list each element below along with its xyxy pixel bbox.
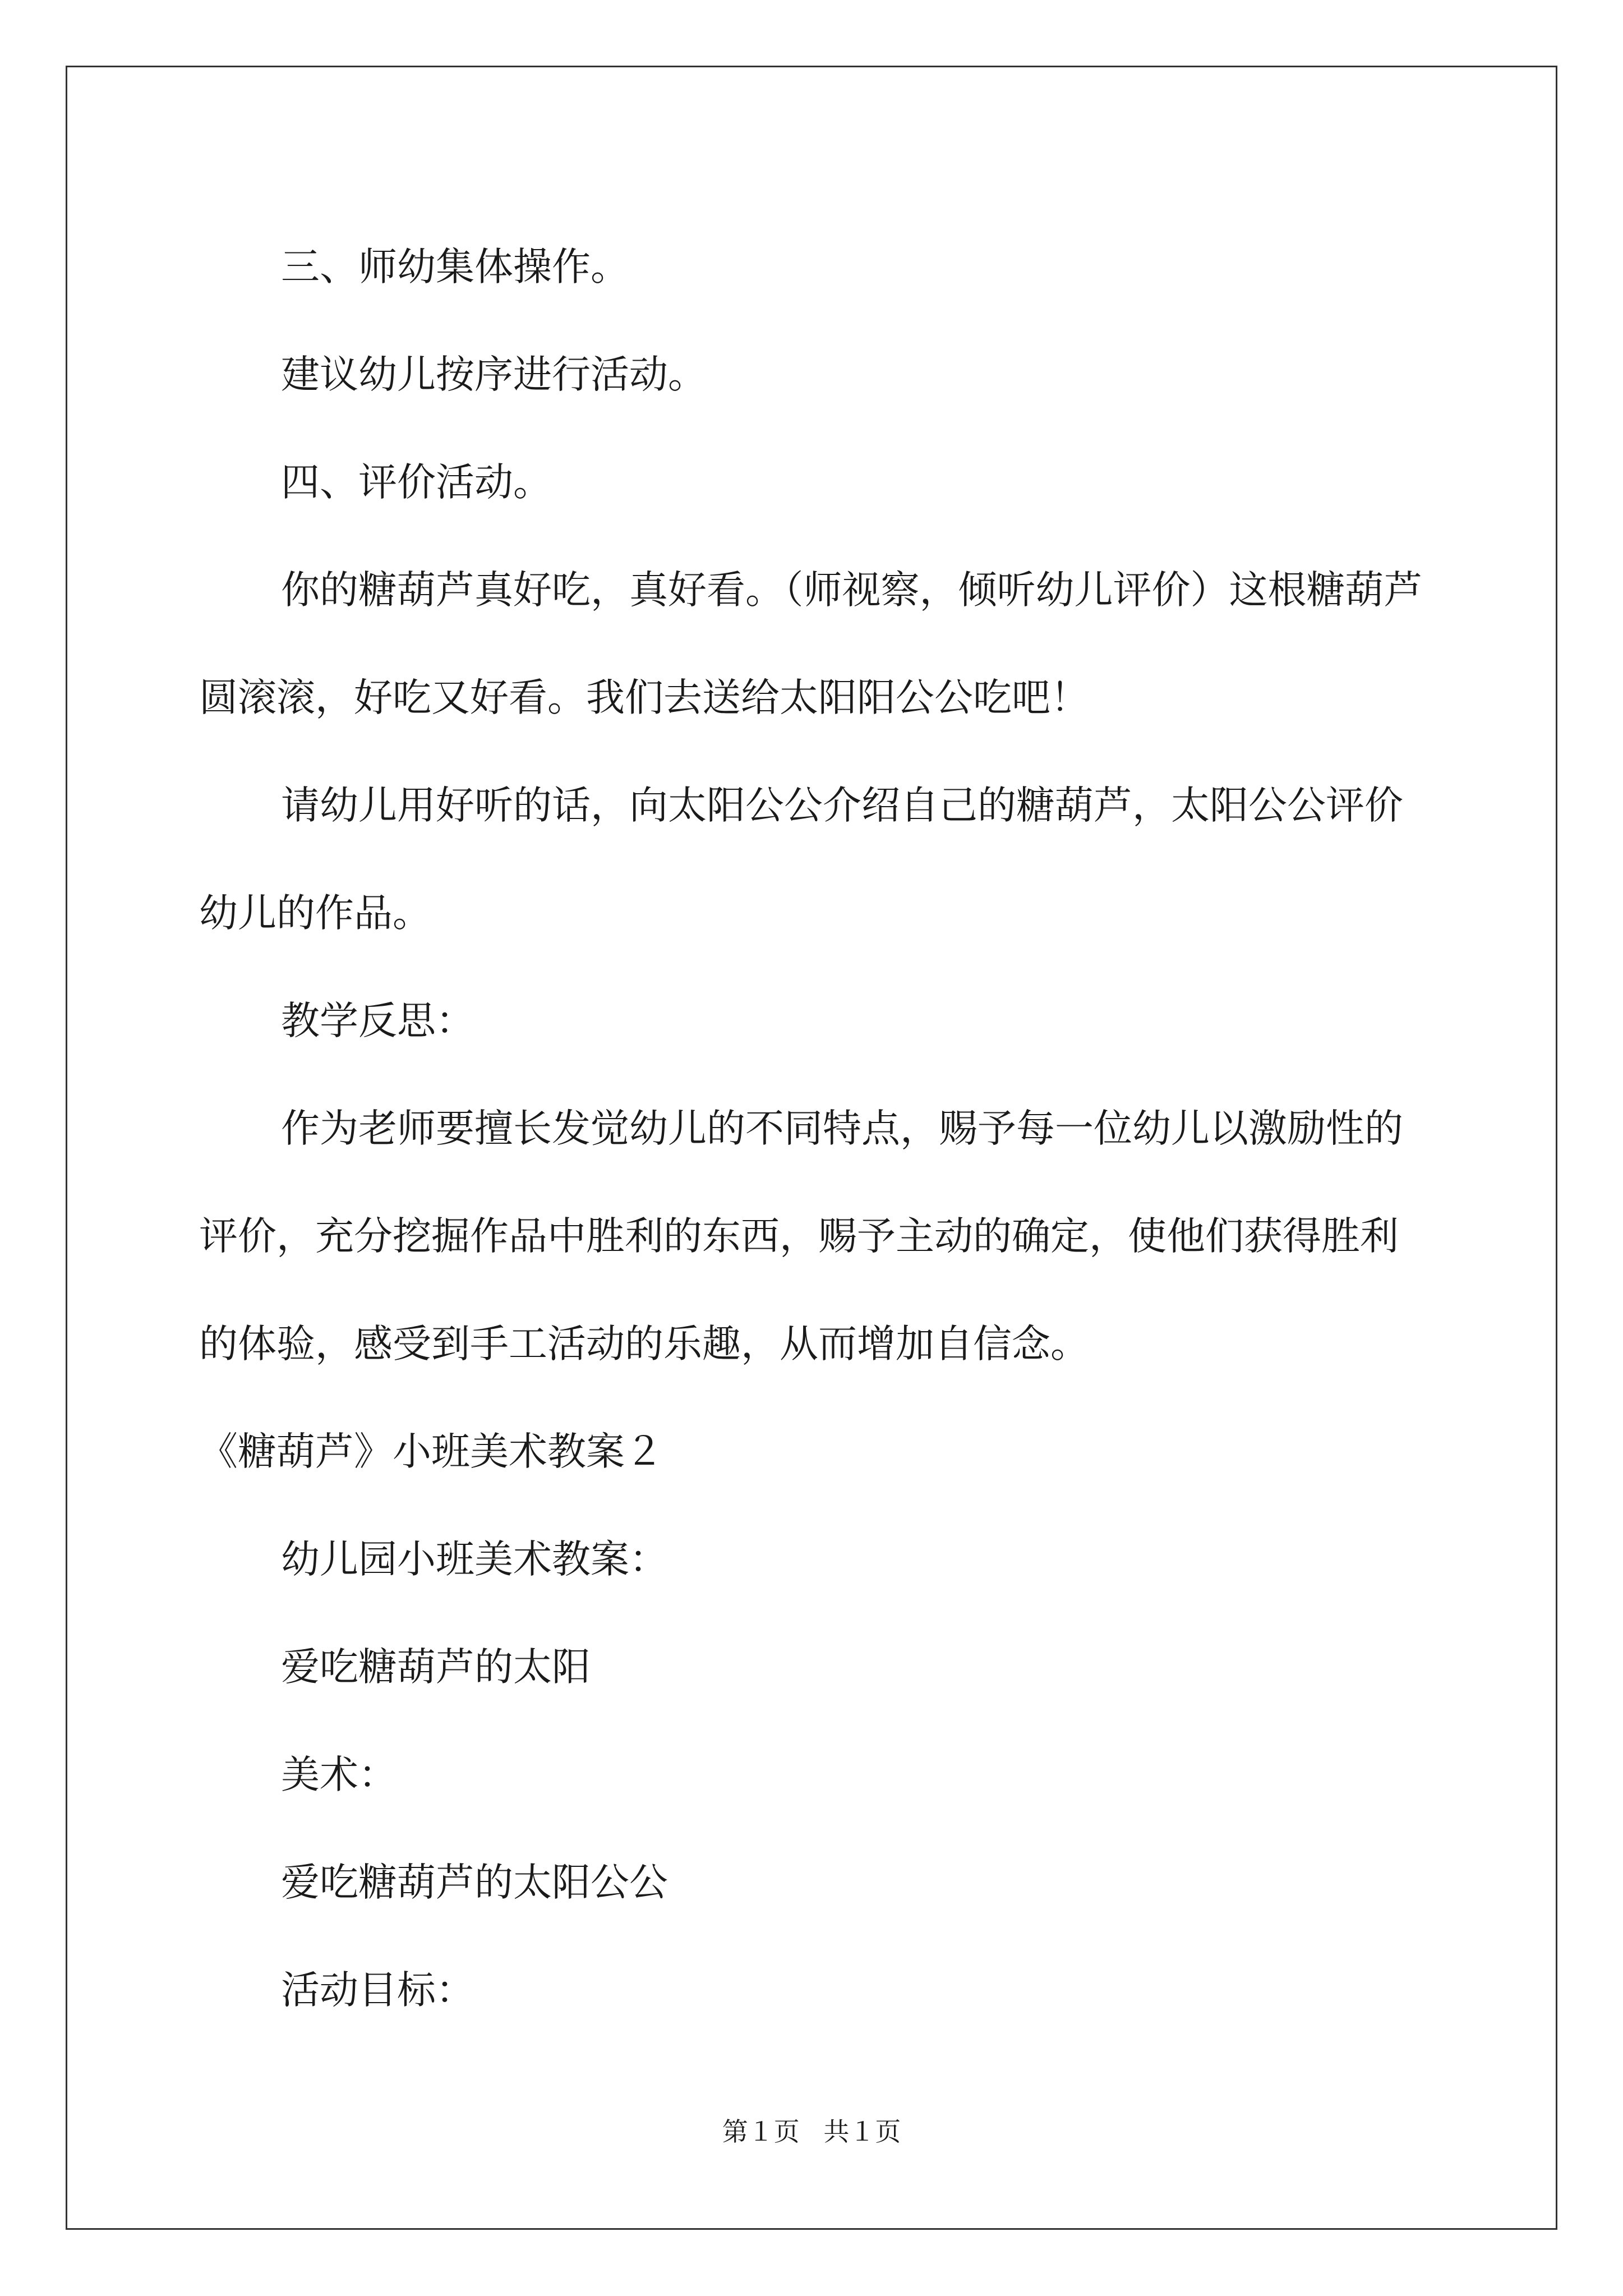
paragraph-plan-title: 幼儿园小班美术教案： (281, 1537, 668, 1582)
document-body (199, 213, 1427, 2044)
paragraph-goals-label: 活动目标： (281, 1968, 474, 2013)
section-heading: 《糖葫芦》小班美术教案２ (199, 1429, 663, 1474)
paragraph-reflection-title: 教学反思： (281, 999, 474, 1043)
paragraph-sun-grandpa: 爱吃糖葫芦的太阳公公 (281, 1860, 668, 1905)
page-number: 第１页 (722, 2116, 800, 2147)
paragraph-step-three: 三、师幼集体操作。 (281, 245, 629, 289)
paragraph-reflection: 作为老师要擅长发觉幼儿的不同特点，赐予每一位幼儿以激励性的评价，充分挖掘作品中胜利的东西，赐予主动的确定，使他们获得胜利的体验，感受到手工活动的乐趣，从而增加自信念。 (199, 1106, 1403, 1366)
paragraph-art-label: 美术： (281, 1752, 397, 1797)
paragraph-suggestion: 建议幼儿按序进行活动。 (281, 352, 707, 397)
page-total: 共１页 (823, 2116, 901, 2147)
paragraph-evaluation: 你的糖葫芦真好吃，真好看。（师视察，倾听幼儿评价）这根糖葫芦圆滚滚，好吃又好看。我们去送给太阳阳公公吃吧！ (199, 568, 1423, 720)
paragraph-introduce: 请幼儿用好听的话，向太阳公公介绍自己的糖葫芦，太阳公公评价幼儿的作品。 (199, 783, 1403, 936)
paragraph-sun-title: 爱吃糖葫芦的太阳 (281, 1645, 591, 1690)
page-footer (0, 2115, 1623, 2148)
paragraph-step-four: 四、评价活动。 (281, 460, 552, 505)
